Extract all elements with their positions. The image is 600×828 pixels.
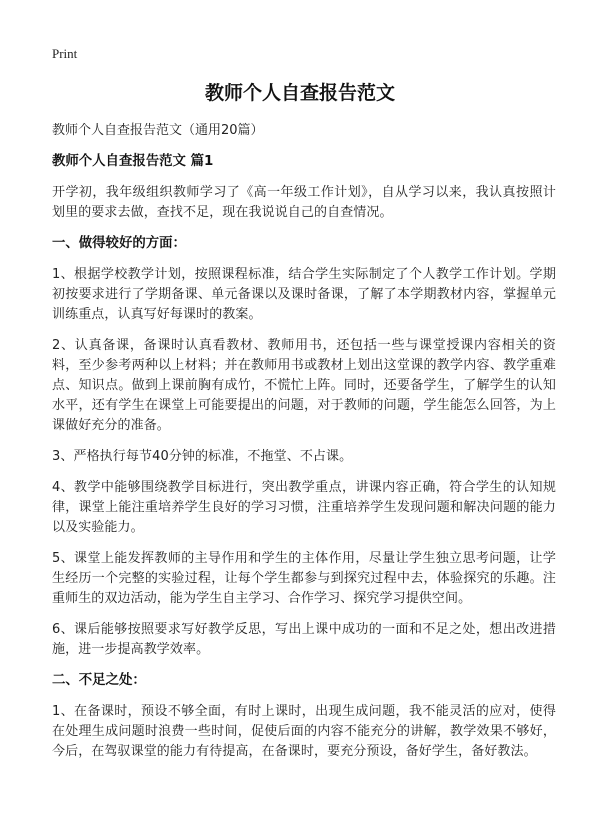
good-point-1: 1、根据学校教学计划，按照课程标准，结合学生实际制定了个人教学工作计划。学期初按要求进行了学期备课、单元备课以及课时备课，了解了本学期教材内容，掌握单元训练重点，认真写好每课时的教案。 (52, 267, 556, 322)
good-point-5: 5、课堂上能发挥教师的主导作用和学生的主体作用，尽量让学生独立思考问题，让学生经历一个完整的实验过程，让每个学生都参与到探究过程中去，体验探究的乐趣。注重师生的双边活动，能为学生自主学习、合作学习、探究学习提供空间。 (52, 551, 556, 606)
print-link[interactable]: Print (52, 46, 78, 61)
section-title: 教师个人自查报告范文 篇1 (52, 154, 214, 169)
good-point-3: 3、严格执行每节40分钟的标准，不拖堂、不占课。 (52, 449, 353, 464)
page-title: 教师个人自查报告范文 (204, 82, 395, 104)
document-body (52, 121, 556, 773)
intro-paragraph: 开学初，我年级组织教师学习了《高一年级工作计划》，自从学习以来，我认真按照计划里的要求去做，查找不足，现在我说说自己的自查情况。 (52, 185, 556, 220)
document-subtitle: 教师个人自查报告范文（通用20篇） (52, 123, 264, 138)
bad-point-1: 1、在备课时，预设不够全面，有时上课时，出现生成问题，我不能灵活的应对，使得在处理生成问题时浪费一些时间，促使后面的内容不能充分的讲解，教学效果不够好，今后，在驾驭课堂的能力有待提高，在备课时，要充分预设，备好学生，备好教法。 (52, 704, 556, 759)
heading-bad-points: 二、不足之处： (52, 673, 146, 688)
heading-good-points: 一、做得较好的方面： (52, 236, 186, 251)
good-point-2: 2、认真备课，备课时认真看教材、教师用书，还包括一些与课堂授课内容相关的资料，至少参考两种以上材料；并在教师用书或教材上划出这堂课的教学内容、教学重难点、知识点。做到上课前胸有成竹，不慌忙上阵。同时，还要备学生，了解学生的认知水平，还有学生在课堂上可能要提出的问题，对于教师的问题，学生能怎么回答，为上课做好充分的准备。 (52, 338, 556, 433)
good-point-6: 6、课后能够按照要求写好教学反思，写出上课中成功的一面和不足之处，想出改进措施，进一步提高教学效率。 (52, 622, 556, 657)
good-point-4: 4、教学中能够围绕教学目标进行，突出教学重点，讲课内容正确，符合学生的认知规律，课堂上能注重培养学生良好的学习习惯，注重培养学生发现问题和解决问题的能力以及实验能力。 (52, 480, 556, 535)
